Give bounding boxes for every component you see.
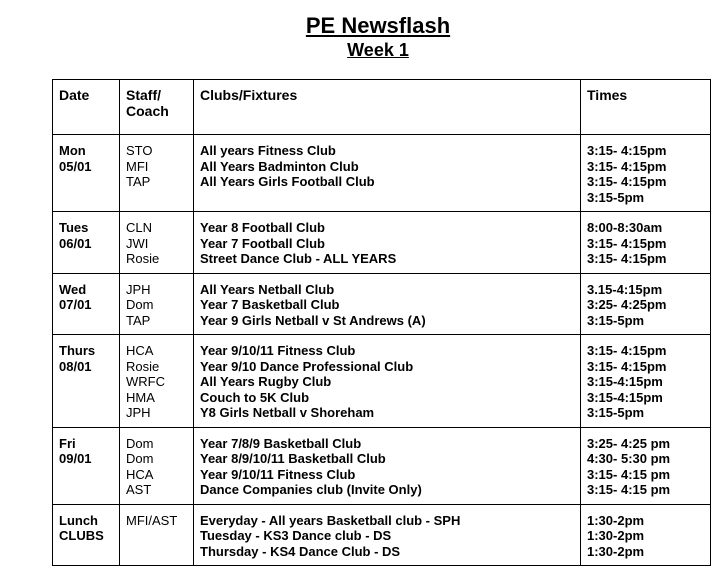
time-entry: 1:30-2pm bbox=[587, 543, 645, 559]
staff-entry: Dom bbox=[126, 435, 154, 451]
times-cell bbox=[581, 212, 711, 274]
staff-entry: MFI/AST bbox=[126, 512, 178, 528]
club-entry: All Years Badminton Club bbox=[200, 158, 359, 174]
day-date: CLUBS bbox=[59, 528, 104, 543]
day-cell bbox=[53, 273, 120, 335]
club-entry: All Years Girls Football Club bbox=[200, 174, 375, 189]
club-entry: Year 7 Basketball Club bbox=[200, 297, 340, 312]
header-staff-line2: Coach bbox=[126, 102, 169, 119]
club-entry: Year 7/8/9 Basketball Club bbox=[200, 435, 362, 451]
page-subtitle: Week 1 bbox=[347, 40, 409, 60]
table-row bbox=[53, 212, 711, 274]
time-entry: 3:15-4:15pm bbox=[587, 374, 663, 389]
time-entry: 3:15-5pm bbox=[587, 189, 645, 205]
club-entry: Year 9/10/11 Fitness Club bbox=[200, 466, 356, 482]
staff-cell bbox=[120, 273, 194, 335]
header-clubs: Clubs/Fixtures bbox=[194, 80, 581, 135]
day-name: Lunch bbox=[59, 512, 98, 528]
time-entry: 3:25- 4:25pm bbox=[587, 297, 667, 312]
day-date: 08/01 bbox=[59, 358, 92, 374]
staff-entry: Rosie bbox=[126, 251, 160, 266]
club-entry: Year 9 Girls Netball v St Andrews (A) bbox=[200, 312, 426, 328]
times-cell bbox=[581, 427, 711, 504]
staff-entry: JWI bbox=[126, 235, 149, 251]
times-cell bbox=[581, 335, 711, 428]
club-entry: Tuesday - KS3 Dance club - DS bbox=[200, 528, 392, 543]
day-date: 05/01 bbox=[59, 158, 92, 174]
staff-cell bbox=[120, 504, 194, 566]
time-entry: 3:15- 4:15pm bbox=[587, 343, 667, 358]
club-entry: Everyday - All years Basketball club - SPH bbox=[200, 512, 461, 528]
staff-entry: Dom bbox=[126, 451, 154, 466]
table-row bbox=[53, 273, 711, 335]
club-entry: Year 9/10 Dance Professional Club bbox=[200, 358, 414, 374]
staff-entry: TAP bbox=[126, 174, 151, 189]
day-name: Wed bbox=[59, 281, 87, 297]
club-entry: All years Fitness Club bbox=[200, 143, 336, 158]
staff-entry: JPH bbox=[126, 281, 151, 297]
clubs-cell bbox=[194, 427, 581, 504]
time-entry: 8:00-8:30am bbox=[587, 220, 663, 235]
club-entry: Thursday - KS4 Dance Club - DS bbox=[200, 543, 401, 559]
table-header-row bbox=[53, 80, 711, 135]
times-cell bbox=[581, 273, 711, 335]
staff-entry: AST bbox=[126, 482, 152, 497]
time-entry: 3:15- 4:15 pm bbox=[587, 482, 671, 497]
clubs-cell bbox=[194, 135, 581, 212]
time-entry: 3:15- 4:15pm bbox=[587, 235, 667, 251]
day-date: 06/01 bbox=[59, 235, 92, 251]
clubs-cell bbox=[194, 273, 581, 335]
table-row bbox=[53, 504, 711, 566]
staff-entry: CLN bbox=[126, 220, 153, 235]
time-entry: 3.15-4:15pm bbox=[587, 281, 663, 297]
staff-entry: MFI bbox=[126, 158, 149, 174]
day-name: Fri bbox=[59, 435, 76, 451]
staff-entry: STO bbox=[126, 143, 153, 158]
day-cell bbox=[53, 427, 120, 504]
staff-cell bbox=[120, 212, 194, 274]
table-row bbox=[53, 135, 711, 212]
staff-entry: HCA bbox=[126, 343, 154, 358]
staff-entry: HMA bbox=[126, 389, 155, 405]
table-row bbox=[53, 335, 711, 428]
staff-cell bbox=[120, 335, 194, 428]
time-entry: 1:30-2pm bbox=[587, 528, 645, 543]
staff-entry: HCA bbox=[126, 466, 154, 482]
club-entry: Y8 Girls Netball v Shoreham bbox=[200, 405, 375, 420]
club-entry: Year 7 Football Club bbox=[200, 235, 325, 251]
staff-entry: Dom bbox=[126, 297, 154, 312]
day-cell bbox=[53, 335, 120, 428]
times-cell bbox=[581, 504, 711, 566]
table-row bbox=[53, 427, 711, 504]
day-name: Tues bbox=[59, 220, 89, 235]
schedule-table bbox=[52, 79, 711, 566]
day-cell bbox=[53, 212, 120, 274]
club-entry: All Years Rugby Club bbox=[200, 374, 332, 389]
day-cell bbox=[53, 504, 120, 566]
club-entry: Year 9/10/11 Fitness Club bbox=[200, 343, 356, 358]
club-entry: Street Dance Club - ALL YEARS bbox=[200, 251, 397, 266]
staff-entry: WRFC bbox=[126, 374, 165, 389]
header-staff bbox=[120, 80, 194, 135]
time-entry: 1:30-2pm bbox=[587, 512, 645, 528]
time-entry: 3:15- 4:15pm bbox=[587, 143, 667, 158]
time-entry: 3:25- 4:25 pm bbox=[587, 435, 671, 451]
club-entry: Dance Companies club (Invite Only) bbox=[200, 482, 422, 497]
club-entry: Year 8 Football Club bbox=[200, 220, 325, 235]
time-entry: 3:15- 4:15 pm bbox=[587, 466, 671, 482]
day-cell bbox=[53, 135, 120, 212]
time-entry: 3:15- 4:15pm bbox=[587, 251, 667, 266]
clubs-cell bbox=[194, 212, 581, 274]
clubs-cell bbox=[194, 335, 581, 428]
club-entry: All Years Netball Club bbox=[200, 281, 335, 297]
header-times: Times bbox=[581, 80, 711, 135]
day-date: 07/01 bbox=[59, 297, 92, 312]
header-date: Date bbox=[53, 80, 120, 135]
club-entry: Couch to 5K Club bbox=[200, 389, 310, 405]
time-entry: 3:15-5pm bbox=[587, 312, 645, 328]
clubs-cell bbox=[194, 504, 581, 566]
time-entry: 4:30- 5:30 pm bbox=[587, 451, 671, 466]
time-entry: 3:15- 4:15pm bbox=[587, 174, 667, 189]
time-entry: 3:15- 4:15pm bbox=[587, 358, 667, 374]
staff-cell bbox=[120, 135, 194, 212]
page-title: PE Newsflash bbox=[305, 13, 451, 38]
time-entry: 3:15-4:15pm bbox=[587, 389, 663, 405]
staff-cell bbox=[120, 427, 194, 504]
staff-entry: JPH bbox=[126, 405, 151, 420]
times-cell bbox=[581, 135, 711, 212]
header-staff-line1: Staff/ bbox=[126, 87, 161, 103]
staff-entry: TAP bbox=[126, 312, 151, 328]
day-date: 09/01 bbox=[59, 451, 92, 466]
time-entry: 3:15-5pm bbox=[587, 405, 645, 420]
day-name: Mon bbox=[59, 143, 86, 158]
staff-entry: Rosie bbox=[126, 358, 160, 374]
day-name: Thurs bbox=[59, 343, 96, 358]
time-entry: 3:15- 4:15pm bbox=[587, 158, 667, 174]
club-entry: Year 8/9/10/11 Basketball Club bbox=[200, 451, 386, 466]
